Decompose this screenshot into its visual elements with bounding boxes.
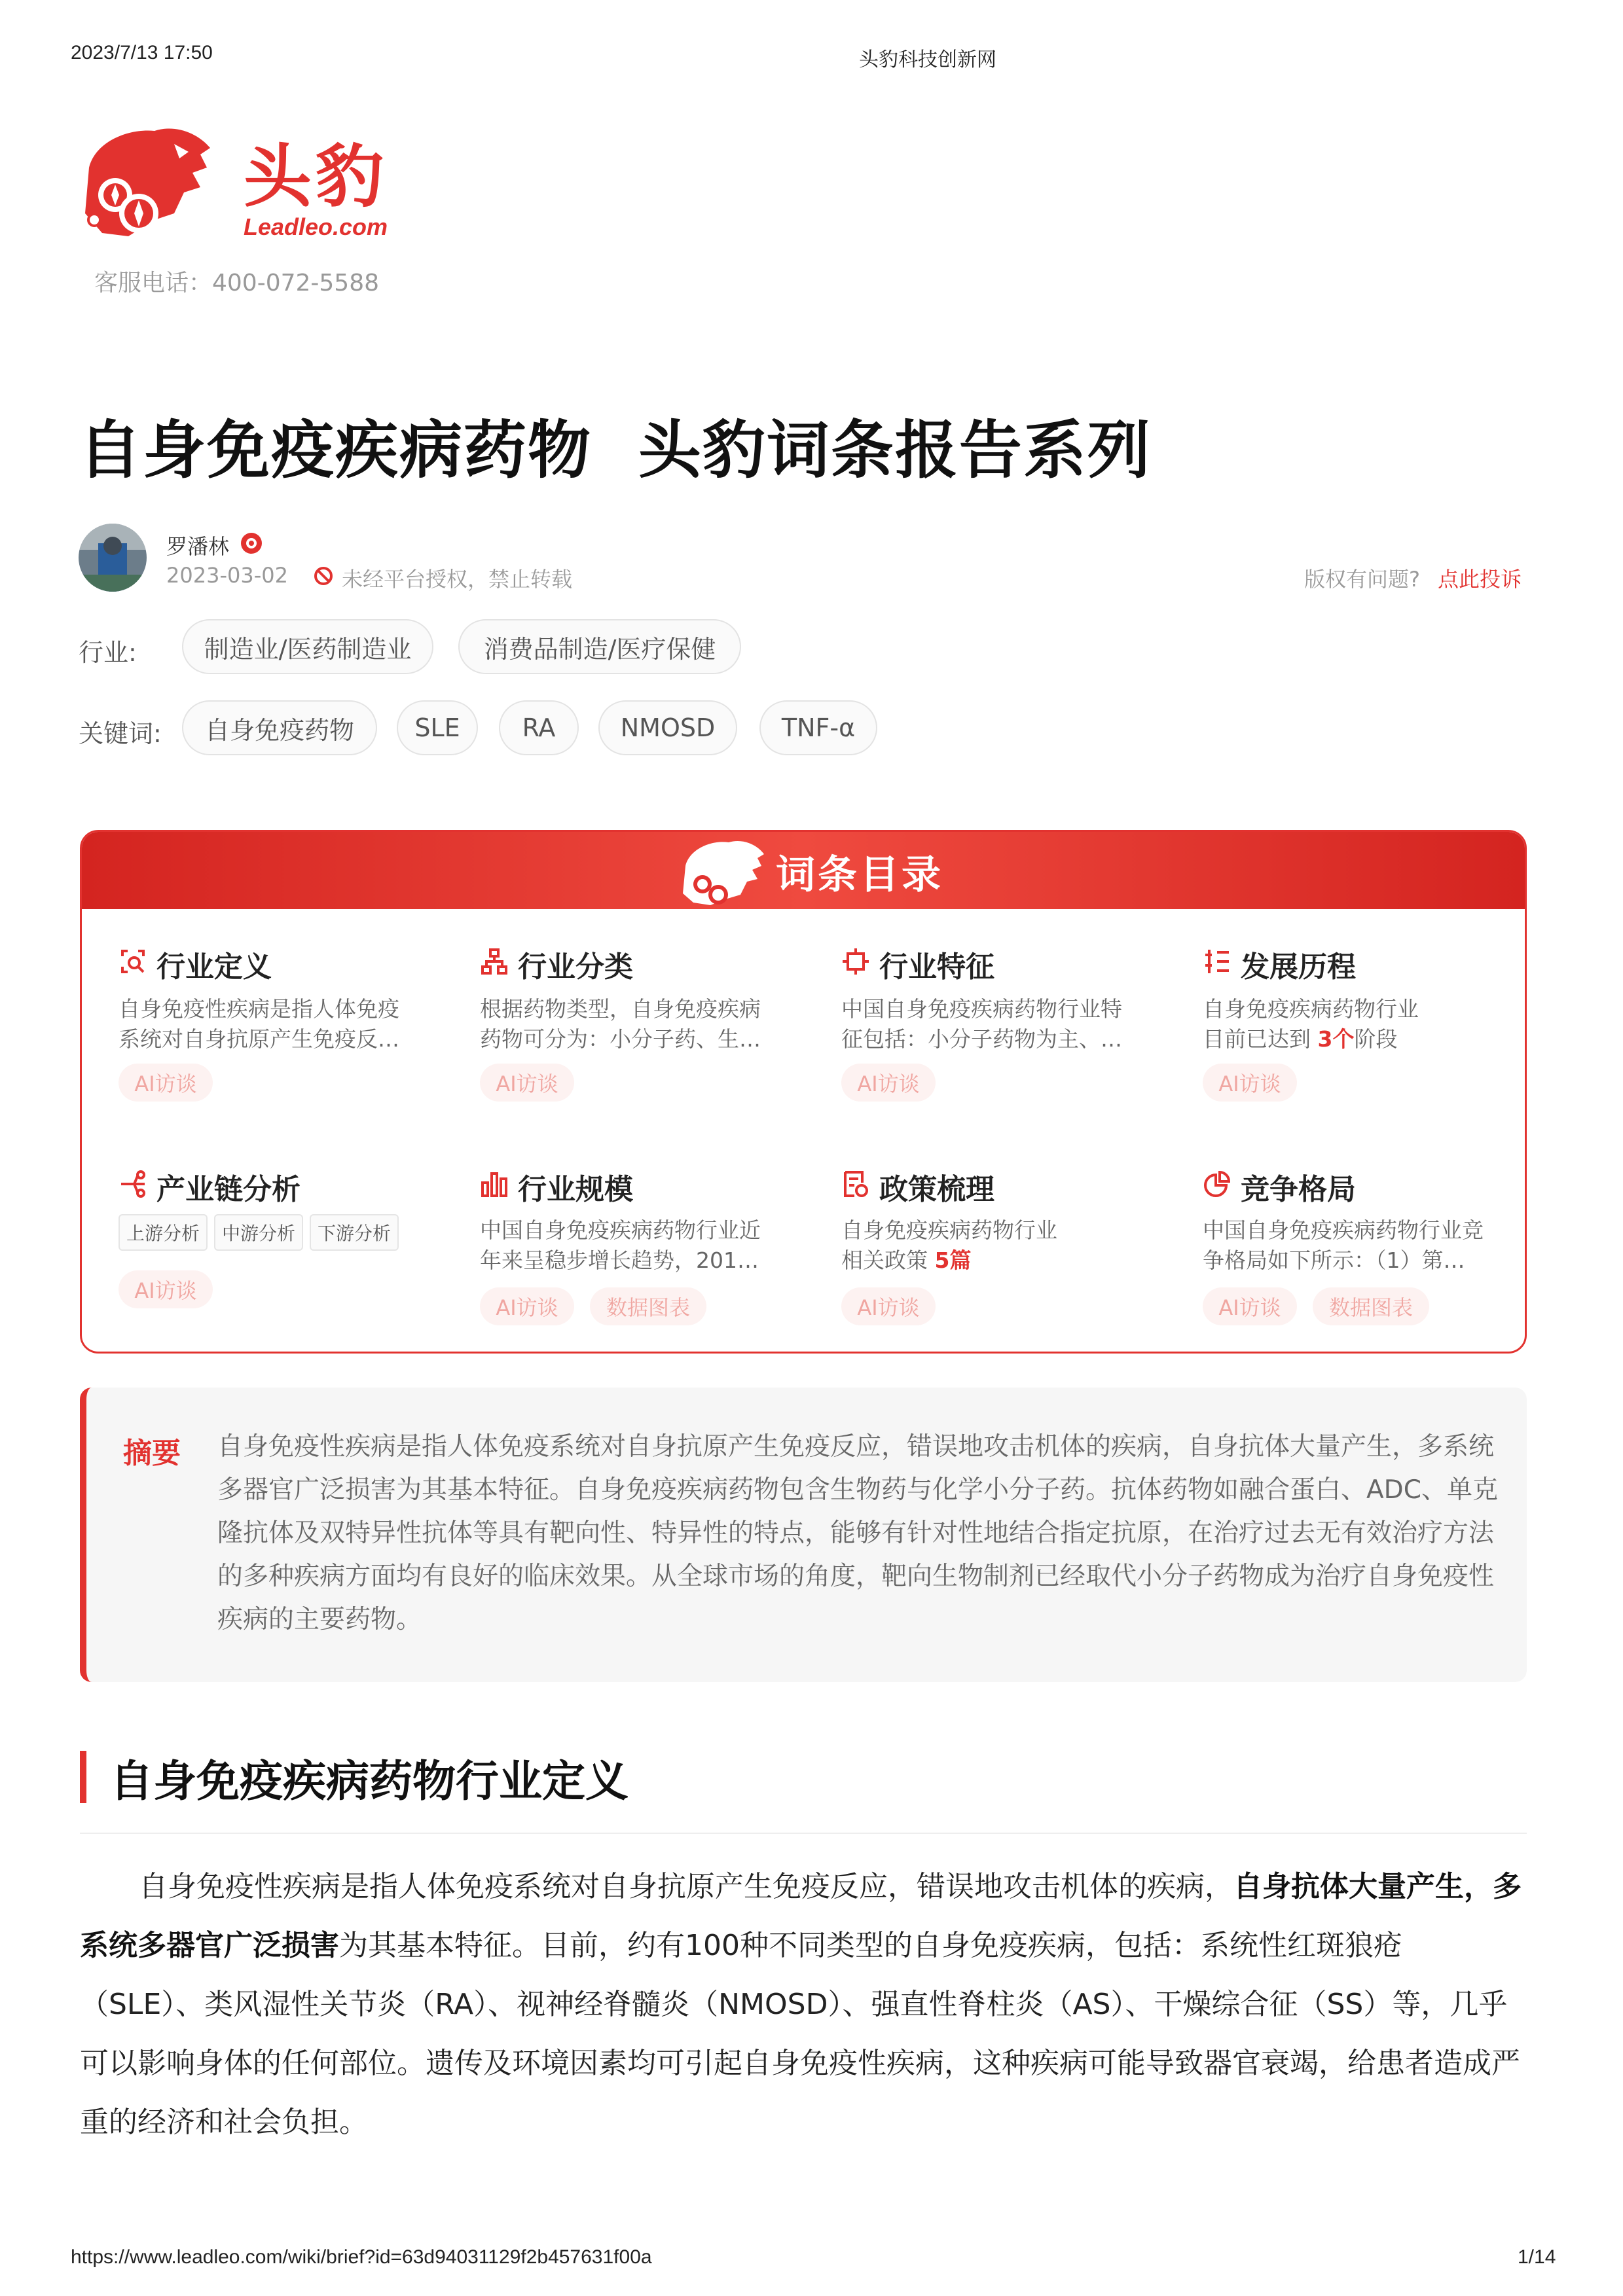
footer-url[interactable]: https://www.leadleo.com/wiki/brief?id=63d94031129f2b457631f00a <box>71 2246 652 2268</box>
ai-interview-pill[interactable]: AI访谈 <box>480 1287 574 1325</box>
author-name[interactable]: 罗潘林 <box>166 534 230 559</box>
complaint-link[interactable]: 点此投诉 <box>1438 567 1522 592</box>
pie-chart-icon <box>1203 1170 1231 1198</box>
avatar[interactable] <box>79 524 147 592</box>
industry-label: 行业: <box>79 638 137 667</box>
section-title: 自身免疫疾病药物行业定义 <box>110 1756 629 1806</box>
hotline: 客服电话：400-072-5588 <box>94 270 380 296</box>
prohibited-icon <box>313 565 334 586</box>
dir-cell-desc: 自身免疫性疾病是指人体免疫 系统对自身抗原产生免疫反… <box>119 996 399 1052</box>
print-datetime: 2023/7/13 17:50 <box>71 42 213 63</box>
publish-date: 2023-03-02 <box>166 563 288 588</box>
keyword-tag[interactable]: 自身免疫药物 <box>182 700 377 755</box>
ai-interview-pill[interactable]: AI访谈 <box>119 1270 213 1308</box>
ai-interview-pill[interactable]: AI访谈 <box>1203 1287 1297 1325</box>
summary-text: 自身免疫性疾病是指人体免疫系统对自身抗原产生免疫反应，错误地攻击机体的疾病，自身抗体大量产生，多系统多器官广泛损害为其基本特征。自身免疫疾病药物包含生物药与化学小分子药。抗体药物如融合蛋白、ADC、单克隆抗体及双特异性抗体等具有靶向性、特异性的特点，能够有针对性地结合指定抗原，在治疗过去无有效治疗方法的多种疾病方面均有良好的临床效果。从全球市场的角度，靶向生物制剂已经取代小分子药物成为治疗自身免疫性疾病的主要药物。 <box>217 1432 1498 1634</box>
print-site-title: 头豹科技创新网 <box>859 49 996 71</box>
dir-cell-title[interactable]: 竞争格局 <box>1241 1173 1356 1206</box>
industry-tag[interactable]: 消费品制造/医疗保健 <box>458 619 741 674</box>
dir-cell-title[interactable]: 行业特征 <box>879 950 994 984</box>
definition-paragraph: 自身免疫性疾病是指人体免疫系统对自身抗原产生免疫反应，错误地攻击机体的疾病，自身抗体大量产生，多系统多器官广泛损害为其基本特征。目前，约有100种不同类型的自身免疫疾病，包括：系统性红斑狼疮（SLE）、类风湿性关节炎（RA）、视神经脊髓炎（NMOSD）、强直性脊柱炎（AS）、干燥综合征（SS）等，几乎可以影响身体的任何部位。遗传及环境因素均可引起自身免疫性疾病，这种疾病可能导致器官衰竭，给患者造成严重的经济和社会负担。 <box>80 1870 1522 2139</box>
dir-cell-title[interactable]: 发展历程 <box>1241 950 1356 984</box>
crosshair-icon <box>841 947 870 976</box>
ai-interview-pill[interactable]: AI访谈 <box>480 1064 574 1102</box>
section-divider <box>80 1833 1527 1834</box>
data-chart-pill[interactable]: 数据图表 <box>1313 1287 1429 1325</box>
share-nodes-icon <box>119 1170 147 1198</box>
midstream-tag[interactable]: 中游分析 <box>214 1214 303 1251</box>
keyword-tag[interactable]: SLE <box>397 700 478 755</box>
directory-header <box>82 832 1525 909</box>
section-accent-bar <box>80 1751 86 1803</box>
leopard-head-icon <box>76 122 220 246</box>
dir-cell-desc: 中国自身免疫疾病药物行业近 年来呈稳步增长趋势，201… <box>480 1217 761 1273</box>
policy-doc-icon <box>841 1170 870 1198</box>
dir-cell-title[interactable]: 行业定义 <box>156 950 272 984</box>
stage-count: 3个 <box>1317 1026 1355 1052</box>
dir-cell-title[interactable]: 政策梳理 <box>879 1173 994 1206</box>
brand-url[interactable]: Leadleo.com <box>244 213 388 240</box>
hierarchy-icon <box>480 947 509 976</box>
industry-tag[interactable]: 制造业/医药制造业 <box>182 619 433 674</box>
bold-emphasis: 自身抗体大量产生，多系统多器官广泛损害 <box>80 1870 1522 1962</box>
keyword-tag[interactable]: RA <box>499 700 579 755</box>
ai-interview-pill[interactable]: AI访谈 <box>841 1064 936 1102</box>
ai-interview-pill[interactable]: AI访谈 <box>119 1064 213 1102</box>
timeline-icon <box>1203 947 1231 976</box>
verified-badge-icon <box>240 531 263 555</box>
dir-cell-title[interactable]: 产业链分析 <box>156 1173 301 1206</box>
policy-count: 5篇 <box>934 1247 972 1273</box>
dir-cell-desc: 中国自身免疫疾病药物行业特 征包括：小分子药物为主、… <box>841 996 1122 1052</box>
search-doc-icon <box>119 947 147 976</box>
copyright-question: 版权有问题? <box>1304 567 1420 592</box>
leopard-head-icon <box>676 837 768 906</box>
directory-title: 词条目录 <box>776 852 943 898</box>
data-chart-pill[interactable]: 数据图表 <box>590 1287 706 1325</box>
page-title: 自身免疫疾病药物 头豹词条报告系列 <box>79 414 1152 487</box>
keywords-label: 关键词: <box>79 719 162 748</box>
summary-box <box>80 1388 1527 1682</box>
keyword-tag[interactable]: TNF-α <box>759 700 877 755</box>
rights-notice: 未经平台授权，禁止转载 <box>342 567 573 592</box>
brand-name: 头豹 <box>244 137 388 217</box>
bar-chart-icon <box>480 1170 509 1198</box>
dir-cell-desc: 自身免疫疾病药物行业 相关政策 5篇 <box>841 1217 1057 1273</box>
dir-cell-title[interactable]: 行业规模 <box>518 1173 633 1206</box>
dir-cell-desc: 中国自身免疫疾病药物行业竞 争格局如下所示：（1）第… <box>1203 1217 1484 1273</box>
summary-label: 摘要 <box>123 1437 181 1470</box>
ai-interview-pill[interactable]: AI访谈 <box>841 1287 936 1325</box>
dir-cell-desc: 根据药物类型，自身免疫疾病 药物可分为：小分子药、生… <box>480 996 761 1052</box>
dir-cell-title[interactable]: 行业分类 <box>518 950 633 984</box>
dir-cell-desc: 自身免疫疾病药物行业 目前已达到 3个阶段 <box>1203 996 1419 1052</box>
page-number: 1/14 <box>1518 2246 1556 2268</box>
directory-box <box>80 830 1527 1354</box>
keyword-tag[interactable]: NMOSD <box>598 700 737 755</box>
ai-interview-pill[interactable]: AI访谈 <box>1203 1064 1297 1102</box>
downstream-tag[interactable]: 下游分析 <box>310 1214 399 1251</box>
upstream-tag[interactable]: 上游分析 <box>119 1214 208 1251</box>
